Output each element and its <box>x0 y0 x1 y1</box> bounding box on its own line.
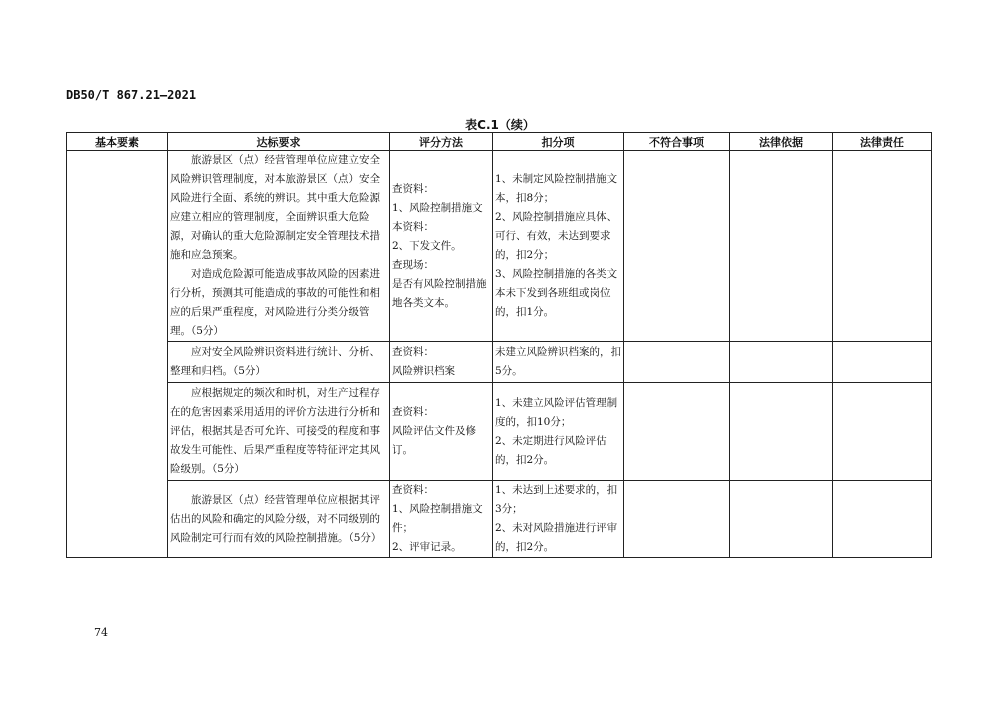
legal-basis-cell <box>730 151 833 342</box>
standards-table <box>66 132 932 558</box>
legal-basis-cell <box>730 481 833 558</box>
scoring-method-cell <box>390 151 493 342</box>
page-number: 74 <box>94 626 108 639</box>
deduction-line: 3、风险控制措施的各类文本未下发到各班组或岗位的，扣1分。 <box>495 268 618 318</box>
method-line: 风险辨识档案 <box>392 365 455 377</box>
table-header-row <box>67 133 932 151</box>
method-line: 2、下发文件。 <box>392 239 462 252</box>
deduction-line: 1、未制定风险控制措施文本，扣8分； <box>495 173 618 204</box>
header-requirement: 达标要求 <box>168 133 390 151</box>
method-line: 1、风险控制措施文件； <box>392 503 483 534</box>
table-row <box>67 481 932 558</box>
document-code: DB50/T 867.21—2021 <box>66 88 197 102</box>
deduction-line: 2、风险控制措施应具体、可行、有效，未达到要求的，扣2分； <box>495 211 618 261</box>
header-scoring-method: 评分方法 <box>390 133 493 151</box>
requirement-paragraph: 旅游景区（点）经营管理单位应根据其评估出的风险和确定的风险分级，对不同级别的风险制定可行而有效的风险控制措施。（5分） <box>170 493 382 544</box>
nonconformity-cell <box>624 481 730 558</box>
method-line: 1、风险控制措施文本资料： <box>392 201 483 233</box>
header-deduction: 扣分项 <box>493 133 624 151</box>
deduction-cell <box>493 151 624 342</box>
method-line: 风险评估文件及修订。 <box>392 425 476 456</box>
deduction-line: 2、未对风险措施进行评审的，扣2分。 <box>495 522 618 553</box>
method-line: 查资料： <box>392 406 434 418</box>
deduction-line: 1、未达到上述要求的，扣3分； <box>495 484 618 515</box>
header-nonconformity: 不符合事项 <box>624 133 730 151</box>
requirement-paragraph: 应对安全风险辨识资料进行统计、分析、整理和归档。（5分） <box>170 346 380 377</box>
header-legal-basis: 法律依据 <box>730 133 833 151</box>
requirement-cell <box>168 383 390 481</box>
requirement-paragraph: 对造成危险源可能造成事故风险的因素进行分析，预测其可能造成的事故的可能性和相应的后果严重程度，对风险进行分类分级管理。（5分） <box>170 268 380 337</box>
deduction-cell <box>493 342 624 383</box>
legal-basis-cell <box>730 383 833 481</box>
table-row <box>67 342 932 383</box>
requirement-cell <box>168 151 390 342</box>
requirement-cell <box>168 481 390 558</box>
requirement-paragraph: 旅游景区（点）经营管理单位应建立安全风险辨识管理制度，对本旅游景区（点）安全风险进行全面、系统的辨识。其中重大危险源应建立相应的管理制度，全面辨识重大危险源，对确认的重大危险源制定安全管理技术措施和应急预案。 <box>170 154 380 261</box>
basic-element-cell <box>67 151 168 558</box>
scoring-method-cell <box>390 342 493 383</box>
deduction-cell <box>493 481 624 558</box>
header-basic-element: 基本要素 <box>67 133 168 151</box>
table-row <box>67 151 932 342</box>
scoring-method-cell <box>390 383 493 481</box>
requirement-cell <box>168 342 390 383</box>
table-row <box>67 383 932 481</box>
deduction-line: 未建立风险辨识档案的，扣5分。 <box>495 346 621 377</box>
deduction-cell <box>493 383 624 481</box>
legal-liability-cell <box>833 481 932 558</box>
deduction-line: 2、未定期进行风险评估的，扣2分。 <box>495 434 607 466</box>
method-line: 2、评审记录。 <box>392 541 462 553</box>
method-line: 查资料： <box>392 484 434 496</box>
method-line: 查现场： <box>392 258 434 271</box>
method-line: 是否有风险控制措施地各类文本。 <box>392 277 487 309</box>
legal-liability-cell <box>833 383 932 481</box>
legal-basis-cell <box>730 342 833 383</box>
nonconformity-cell <box>624 151 730 342</box>
requirement-paragraph: 应根据规定的频次和时机，对生产过程存在的危害因素采用适用的评价方法进行分析和评估，根据其是否可允许、可接受的程度和事故发生可能性、后果严重程度等特征评定其风险级别。（5分） <box>170 387 380 475</box>
scoring-method-cell <box>390 481 493 558</box>
legal-liability-cell <box>833 151 932 342</box>
method-line: 查资料： <box>392 182 434 195</box>
nonconformity-cell <box>624 342 730 383</box>
nonconformity-cell <box>624 383 730 481</box>
method-line: 查资料： <box>392 346 434 358</box>
legal-liability-cell <box>833 342 932 383</box>
deduction-line: 1、未建立风险评估管理制度的，扣10分； <box>495 396 618 428</box>
table-title: 表C.1（续） <box>465 118 535 132</box>
header-legal-liability: 法律责任 <box>833 133 932 151</box>
